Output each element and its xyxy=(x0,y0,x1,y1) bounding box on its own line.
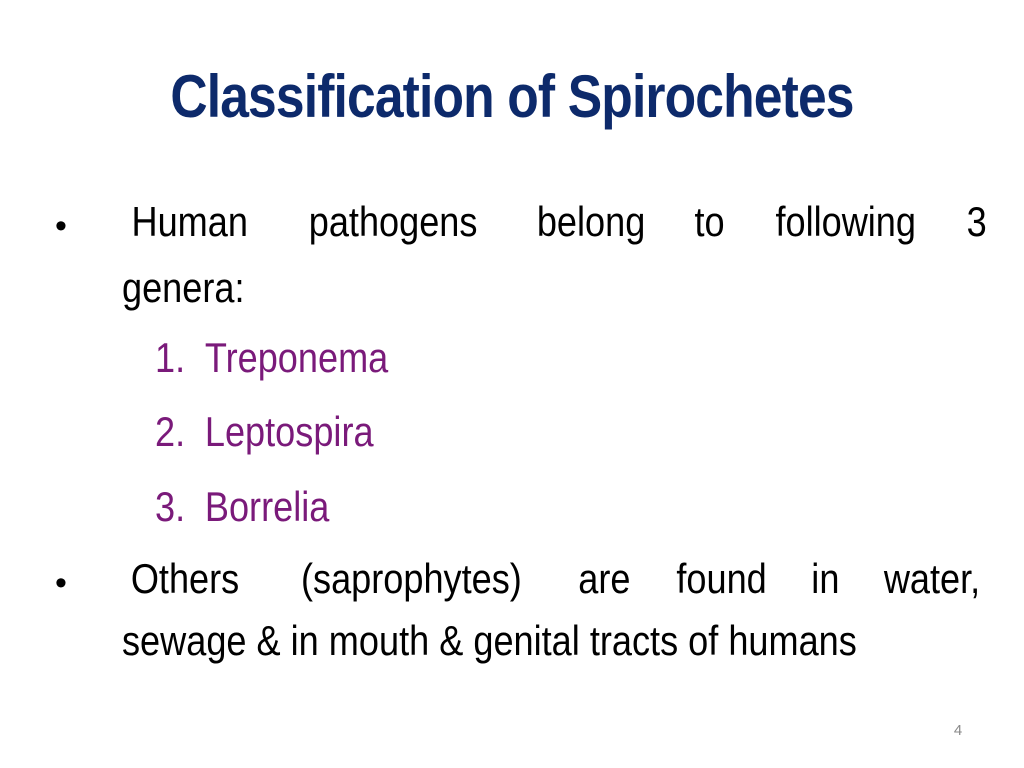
genus-name: Leptospira xyxy=(204,408,374,455)
genus-item xyxy=(155,481,329,533)
word: Others xyxy=(130,555,240,602)
bullet-marker: • xyxy=(55,207,67,245)
genus-name: Treponema xyxy=(204,334,389,381)
word: water, xyxy=(883,555,981,602)
genus-name: Borrelia xyxy=(204,483,330,530)
word: belong xyxy=(536,198,646,245)
word: pathogens xyxy=(308,198,478,245)
bullet-1-line-1 xyxy=(122,196,988,248)
word: Human xyxy=(131,198,248,245)
bullet-2-line-2: sewage & in mouth & genital tracts of humans xyxy=(122,617,857,664)
word: following xyxy=(775,198,916,245)
genus-number: 2. xyxy=(155,408,186,455)
word: in xyxy=(810,555,840,602)
bullet-marker: • xyxy=(55,564,67,602)
word: are xyxy=(578,555,631,602)
word: 3 xyxy=(966,198,987,245)
slide-title: Classification of Spirochetes xyxy=(170,63,854,130)
word: found xyxy=(676,555,767,602)
genus-number: 3. xyxy=(155,483,186,530)
bullet-1-line-2: genera: xyxy=(122,264,245,311)
bullet-2-line-1 xyxy=(122,553,988,605)
genus-item xyxy=(155,406,374,458)
genus-number: 1. xyxy=(155,334,186,381)
genus-item xyxy=(155,332,388,384)
word: to xyxy=(694,198,725,245)
page-number: 4 xyxy=(953,722,963,739)
word: (saprophytes) xyxy=(300,555,522,602)
